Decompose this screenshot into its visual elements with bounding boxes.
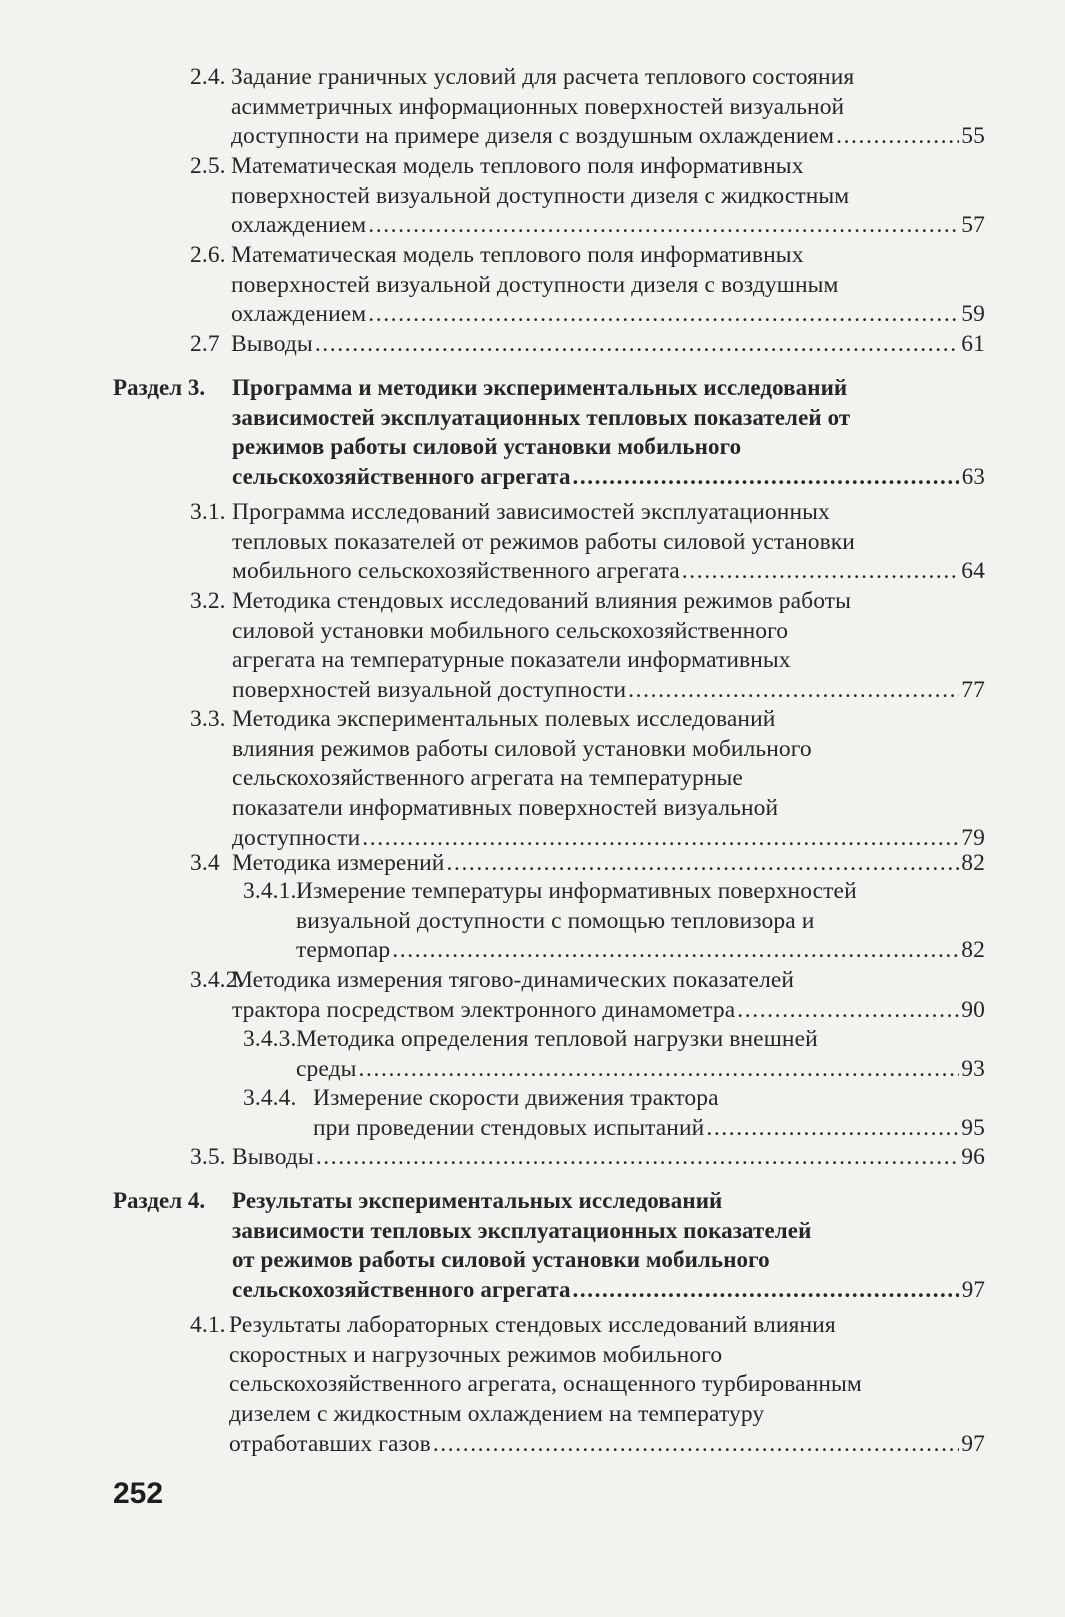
entry-text: Методика измерения тягово-динамических показателей	[232, 967, 795, 993]
entry-line	[232, 373, 847, 403]
page-ref: 97	[961, 1430, 985, 1457]
entry-number: 2.7	[190, 331, 220, 357]
entry-number: 2.4.	[190, 64, 226, 90]
entry-text: охлаждением	[231, 301, 367, 328]
entry-line	[232, 586, 851, 616]
dot-leader	[682, 556, 959, 586]
entry-line	[232, 704, 775, 734]
entry-line	[231, 299, 985, 329]
dot-leader	[368, 210, 959, 240]
section-label: Раздел 3.	[113, 375, 206, 400]
entry-text: силовой установки мобильного сельскохозяйственного	[232, 617, 789, 644]
entry-text: зависимостей эксплуатационных тепловых показателей от	[232, 404, 851, 430]
entry-number: 3.4.1.	[243, 878, 297, 904]
entry-line	[232, 675, 985, 705]
entry-text: Измерение температуры информативных поверхностей	[296, 878, 857, 904]
entry-line	[229, 1429, 985, 1459]
page-ref: 96	[961, 1144, 985, 1170]
entry-line	[296, 1024, 818, 1054]
entry-number: 3.4.3.	[243, 1026, 297, 1052]
dot-leader	[737, 995, 959, 1025]
entry-text: режимов работы силовой установки мобильного	[232, 434, 742, 460]
entry-text: от режимов работы силовой установки мобильного	[232, 1247, 770, 1273]
entry-line	[231, 210, 985, 240]
entry-text: поверхностей визуальной доступности дизеля с жидкостным	[231, 182, 850, 209]
entry-number: 3.1.	[190, 499, 226, 525]
page-number: 252	[113, 1477, 164, 1510]
entry-line	[313, 1113, 985, 1143]
entry-line	[232, 763, 743, 793]
page-ref: 63	[961, 464, 985, 490]
dot-leader	[392, 935, 959, 965]
entry-text: при проведении стендовых испытаний	[313, 1114, 705, 1141]
entry-line	[232, 1245, 770, 1275]
entry-text: Программа и методики экспериментальных исследований	[232, 375, 848, 400]
entry-text: Методика измерений	[232, 850, 445, 876]
entry-text: сельскохозяйственного агрегата	[232, 464, 571, 490]
entry-line	[231, 240, 804, 270]
entry-line	[232, 1275, 985, 1305]
entry-number: 3.4.2.	[190, 967, 244, 993]
dot-leader	[316, 1142, 959, 1172]
entry-text: влияния режимов работы силовой установки мобильного	[232, 735, 812, 762]
page-ref: 97	[961, 1277, 985, 1303]
entry-line	[231, 270, 838, 300]
entry-line	[296, 876, 857, 906]
entry-text: Программа исследований зависимостей эксплуатационных	[232, 499, 830, 525]
entry-text: Методика определения тепловой нагрузки внешней	[296, 1026, 818, 1052]
entry-number: 2.5.	[190, 153, 226, 179]
dot-leader	[706, 1113, 959, 1143]
entry-line	[232, 616, 788, 646]
dot-leader	[628, 675, 959, 705]
page-ref: 77	[961, 677, 985, 704]
entry-text: Математическая модель теплового поля информативных	[231, 242, 804, 268]
entry-text: трактора посредством электронного динамометра	[232, 996, 736, 1023]
entry-text: Методика стендовых исследований влияния режимов работы	[232, 588, 852, 614]
entry-line	[232, 965, 794, 995]
entry-text: асимметричных информационных поверхностей визуальной	[231, 93, 845, 120]
entry-line	[232, 497, 830, 527]
entry-text: Измерение скорости движения трактора	[313, 1085, 719, 1111]
dot-leader	[315, 329, 959, 359]
entry-text: визуальной доступности с помощью тепловизора и	[296, 907, 815, 934]
entry-text: поверхностей визуальной доступности	[232, 677, 627, 704]
entry-line	[296, 906, 814, 936]
entry-text: среды	[296, 1055, 357, 1082]
entry-text: Задание граничных условий для расчета теплового состояния	[231, 64, 855, 90]
entry-text: тепловых показателей от режимов работы силовой установки	[232, 528, 855, 555]
entry-text: Выводы	[231, 331, 313, 357]
entry-line	[232, 995, 985, 1025]
entry-line	[231, 329, 985, 359]
section-label: Раздел 4.	[113, 1188, 206, 1213]
entry-line	[232, 432, 741, 462]
entry-text: отработавших газов	[229, 1430, 431, 1457]
page-ref: 90	[961, 996, 985, 1023]
entry-line	[232, 462, 985, 492]
page-ref: 95	[961, 1114, 985, 1141]
entry-text: дизелем с жидкостным охлаждением на температуру	[229, 1401, 765, 1428]
entry-text: зависимости тепловых эксплуатационных показателей	[232, 1217, 812, 1243]
page-ref: 59	[961, 301, 985, 328]
entry-text: Методика экспериментальных полевых исследований	[232, 706, 776, 732]
entry-line	[232, 793, 778, 823]
entry-line	[232, 403, 850, 433]
entry-line	[232, 1216, 811, 1246]
page-ref: 82	[961, 850, 985, 876]
entry-number: 3.3.	[190, 706, 226, 732]
entry-line	[232, 1142, 985, 1172]
entry-number: 4.1.	[190, 1312, 226, 1338]
entry-text: Математическая модель теплового поля информативных	[231, 153, 804, 179]
entry-text: доступности на примере дизеля с воздушным охлаждением	[231, 123, 835, 150]
entry-text: Результаты лабораторных стендовых исследований влияния	[229, 1312, 836, 1338]
entry-text: скоростных и нагрузочных режимов мобильного	[229, 1341, 723, 1368]
entry-line	[313, 1083, 719, 1113]
entry-line	[229, 1310, 836, 1340]
page-ref: 61	[961, 331, 985, 357]
entry-number: 3.4.4.	[243, 1085, 297, 1111]
entry-line	[229, 1340, 722, 1370]
entry-line	[232, 645, 791, 675]
entry-text: доступности	[232, 824, 361, 851]
dot-leader	[573, 1275, 959, 1305]
entry-line	[231, 181, 849, 211]
page-ref: 57	[961, 212, 985, 239]
entry-line	[229, 1369, 862, 1399]
entry-text: термопар	[296, 937, 391, 964]
entry-text: охлаждением	[231, 212, 367, 239]
entry-text: показатели информативных поверхностей визуальной	[232, 795, 779, 822]
entry-line	[232, 848, 985, 878]
entry-line	[231, 121, 985, 151]
entry-line	[231, 92, 844, 122]
entry-text: Результаты экспериментальных исследований	[232, 1188, 723, 1213]
entry-line	[296, 935, 985, 965]
entry-line	[232, 556, 985, 586]
page-ref: 64	[961, 558, 985, 585]
entry-number: 2.6.	[190, 242, 226, 268]
entry-text: мобильного сельскохозяйственного агрегата	[232, 558, 680, 585]
entry-text: сельскохозяйственного агрегата на температурные	[232, 765, 743, 792]
page-ref: 79	[961, 824, 985, 851]
dot-leader	[433, 1429, 959, 1459]
page-ref: 82	[961, 937, 985, 964]
entry-line	[232, 734, 812, 764]
entry-number: 3.5.	[190, 1144, 226, 1170]
entry-line	[232, 527, 855, 557]
dot-leader	[573, 462, 959, 492]
entry-text: поверхностей визуальной доступности дизеля с воздушным	[231, 271, 839, 298]
entry-text: сельскохозяйственного агрегата	[232, 1277, 571, 1303]
entry-line	[229, 1399, 764, 1429]
dot-leader	[359, 1054, 959, 1084]
dot-leader	[836, 121, 959, 151]
entry-line	[231, 151, 804, 181]
entry-text: агрегата на температурные показатели информативных	[232, 647, 791, 674]
page-ref: 55	[961, 123, 985, 150]
dot-leader	[447, 848, 960, 878]
page-ref: 93	[961, 1055, 985, 1082]
entry-number: 3.2.	[190, 588, 226, 614]
entry-text: Выводы	[232, 1144, 314, 1170]
entry-line	[232, 1186, 722, 1216]
entry-number: 3.4	[190, 850, 220, 876]
entry-text: сельскохозяйственного агрегата, оснащенного турбированным	[229, 1371, 862, 1398]
entry-line	[296, 1054, 985, 1084]
dot-leader	[368, 299, 959, 329]
entry-line	[231, 62, 854, 92]
